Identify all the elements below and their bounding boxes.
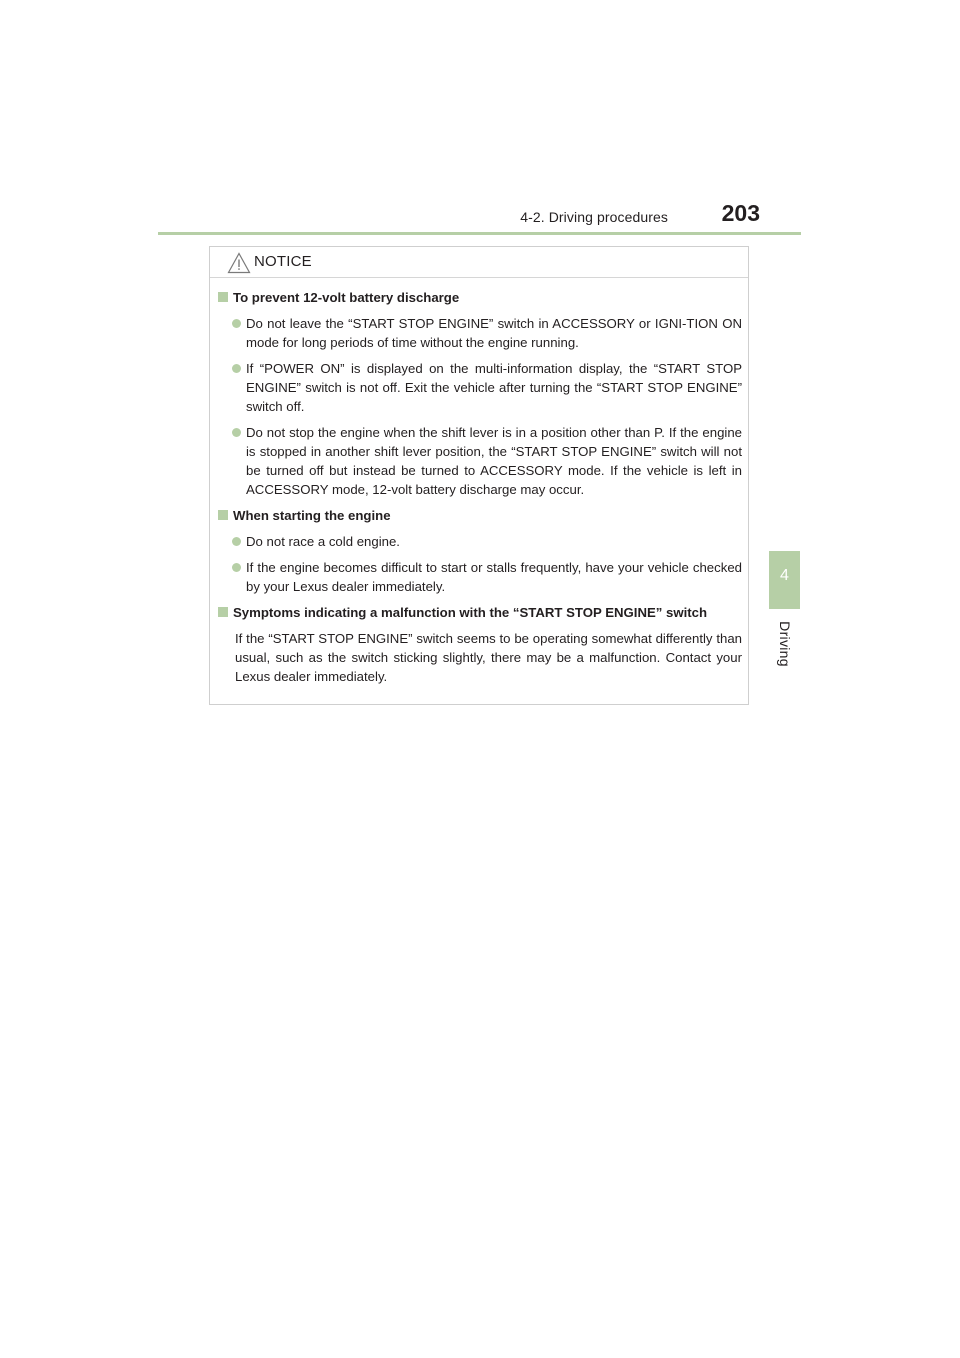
- section-title: [218, 603, 742, 622]
- list-item: [232, 423, 742, 499]
- square-bullet-icon: [218, 607, 228, 617]
- chapter-tab-number: 4: [780, 567, 789, 584]
- header-divider: [158, 232, 801, 235]
- notice-header: [210, 247, 748, 278]
- notice-body: [210, 288, 748, 686]
- chapter-tab-label: Driving: [777, 621, 794, 667]
- section-title: [218, 288, 742, 307]
- section-title-text: When starting the engine: [233, 508, 391, 523]
- dot-bullet-icon: [232, 319, 241, 328]
- list-item-text: Do not race a cold engine.: [246, 534, 400, 549]
- section-title: [218, 506, 742, 525]
- list-item-text: Do not leave the “START STOP ENGINE” switch in ACCESSORY or IGNI-TION ON mode for long periods of time without the engine running.: [246, 316, 742, 350]
- list-item: [232, 359, 742, 416]
- list-item-text: If “POWER ON” is displayed on the multi-information display, the “START STOP ENGINE” switch is not off. Exit the vehicle after turning the “START STOP ENGINE” switch off.: [246, 361, 742, 414]
- page-number: 203: [721, 200, 760, 226]
- dot-bullet-icon: [232, 428, 241, 437]
- list-item-text: If the engine becomes difficult to start or stalls frequently, have your vehicle checked by your Lexus dealer immediately.: [246, 560, 742, 594]
- chapter-tab[interactable]: [769, 551, 800, 609]
- section-title-text: To prevent 12-volt battery discharge: [233, 290, 460, 305]
- list-item: [232, 532, 742, 551]
- square-bullet-icon: [218, 510, 228, 520]
- section-paragraph: If the “START STOP ENGINE” switch seems to be operating somewhat differently than usual, such as the switch sticking slightly, there may be a malfunction. Contact your Lexus dealer immediately.: [235, 631, 742, 684]
- section-title-text: Symptoms indicating a malfunction with the “START STOP ENGINE” switch: [233, 605, 708, 620]
- list-item: [232, 314, 742, 352]
- dot-bullet-icon: [232, 537, 241, 546]
- list-item: [232, 558, 742, 596]
- dot-bullet-icon: [232, 364, 241, 373]
- notice-title: NOTICE: [254, 253, 312, 270]
- notice-box: [209, 246, 749, 705]
- list-item-text: Do not stop the engine when the shift lever is in a position other than P. If the engine is stopped in another shift lever position, the “START STOP ENGINE” switch will not be turned off but instead be turned to ACCESSORY mode. If the vehicle is left in ACCESSORY mode, 12-volt battery discharge may occur.: [246, 425, 742, 497]
- square-bullet-icon: [218, 292, 228, 302]
- header-section-title: 4-2. Driving procedures: [520, 209, 668, 225]
- warning-triangle-icon: [227, 252, 251, 274]
- dot-bullet-icon: [232, 563, 241, 572]
- chapter-tab-label-wrap: [765, 614, 805, 674]
